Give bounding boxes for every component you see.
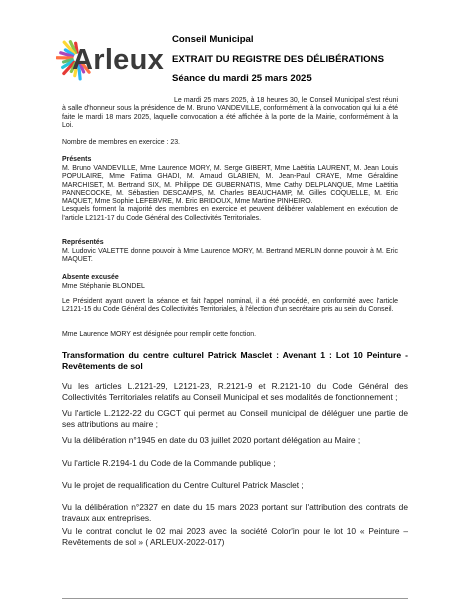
whereas-paragraph: Vu le projet de requalification du Centre Culturel Patrick Masclet ; [62,480,304,490]
represented-list: M. Ludovic VALETTE donne pouvoir à Mme Laurence MORY, M. Bertrand MERLIN donne pouvoir à M. Eric MAQUET. [62,248,398,264]
arleux-logo [56,34,168,86]
whereas-paragraph: Vu la délibération n°1945 en date du 03 juillet 2020 portant délégation au Maire ; [62,435,361,445]
absent-list: Mme Stéphanie BLONDEL [62,283,145,290]
deliberation-subject: Transformation du centre culturel Patrick Masclet : Avenant 1 : Lot 10 Peinture - Revêtements de sol [62,350,408,371]
whereas-paragraph: Vu l'article R.2194-1 du Code de la Commande publique ; [62,458,276,468]
present-list [62,165,398,223]
meeting-intro: Le mardi 25 mars 2025, à 18 heures 30, le Conseil Municipal s'est réuni à salle d'honneur sous la présidence de M. Bruno VANDEVILLE, conformément à la convocation qui lui a été faite le mardi 18 mars 2025, laquelle convocation a été affichée à la porte de la Mairie, conformément à la Loi. [62,97,398,129]
members-count: Nombre de membres en exercice : 23. [62,139,180,146]
register-extract-title: EXTRAIT DU REGISTRE DES DÉLIBÉRATIONS [172,54,384,65]
footer-divider [62,598,408,599]
president-statement: Le Président ayant ouvert la séance et fait l'appel nominal, il a été procédé, en conformité avec l'article L2121-15 du Code Général des Collectivités Territoriales, à l'élection d'un secrétaire pris au sein du Conseil. [62,298,398,314]
represented-heading: Représentés [62,239,104,246]
whereas-paragraph: Vu le contrat conclut le 02 mai 2023 avec la société Color'in pour le lot 10 « Peinture – Revêtements de sol » ( ARLEUX-2022-017) [62,526,408,548]
present-names: M. Bruno VANDEVILLE, Mme Laurence MORY, M. Serge GIBERT, Mme Laëtitia LAURENT, M. Jean Louis POPULAIRE, Mme Fatima GHADI, M. Arnaud GLABIEN, M. Jean-Paul CRAYE, Mme Géraldine MARCHISET, M. Bertrand SIX, M. Philippe DE GUBERNATIS, Mme Cathy DELPLANQUE, Mme Laëtitia PANNECOCKE, M. Sébastien DESCAMPS, M. Charles BEAUCHAMP, M. Gilles COQUELLE, M. Eric MAQUET, Mme Sophie LEFEBVRE, M. Eric BRIDOUX, Mme Martine PINHEIRO. [62,165,398,206]
whereas-paragraph: Vu les articles L.2121-29, L2121-23, R.2121-9 et R.2121-10 du Code Général des Collectivités Territoriales relatifs au Conseil Municipal et ses modalités de fonctionnement ; [62,381,408,403]
absent-heading: Absente excusée [62,274,119,281]
logo-wordmark: Arleux [72,44,165,76]
present-heading: Présents [62,156,92,163]
quorum-statement: Lesquels forment la majorité des membres en exercice et peuvent délibérer valablement en exécution de l'article L2121-17 du Code Général des Collectivités Territoriales. [62,206,398,222]
whereas-paragraph: Vu la délibération n°2327 en date du 15 mars 2023 portant sur l'attribution des contrats de travaux aux entreprises. [62,502,408,524]
secretary-designation: Mme Laurence MORY est désignée pour remplir cette fonction. [62,331,257,338]
whereas-paragraph: Vu l'article L.2122-22 du CGCT qui permet au Conseil municipal de déléguer une partie de ses attributions au maire ; [62,408,408,430]
council-title: Conseil Municipal [172,34,254,45]
session-date: Séance du mardi 25 mars 2025 [172,73,312,84]
